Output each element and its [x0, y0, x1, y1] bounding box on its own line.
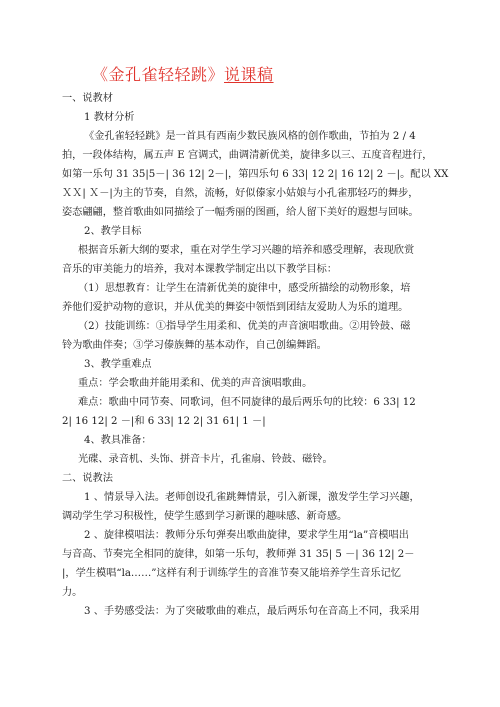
- paragraph-line: 1 、情景导入法。老师创设孔雀跳舞情景，引入新课，激发学生学习兴趣，: [84, 492, 420, 503]
- subheading-materials: 4、教具准备：: [84, 435, 152, 446]
- paragraph-line: 重点：学会歌曲并能用柔和、优美的声音演唱歌曲。: [78, 378, 313, 389]
- paragraph-line: 与音高、节奏完全相同的旋律，如第一乐句，教师弹 31 35| 5 －| 36 12| 2－: [62, 549, 415, 560]
- section-heading-methods: 二、说教法: [62, 473, 113, 484]
- paragraph-line: 调动学生学习积极性，使学生感到学习新课的趣味感、新奇感。: [62, 511, 348, 522]
- section-heading-textbook: 一、说教材: [62, 93, 113, 104]
- paragraph-line: 拍，一段体结构，属五声 E 宫调式，曲调清新优美，旋律多以三、五度音程进行，: [62, 150, 433, 161]
- paragraph-line: |，学生模唱“la……”这样有利于训练学生的音准节奏又能培养学生音乐记忆: [62, 568, 401, 579]
- paragraph-line: 难点：歌曲中同节奏、同歌词，但不同旋律的最后两乐句的比较：6 33| 12: [78, 397, 416, 408]
- paragraph-line: （2）技能训练：①指导学生用柔和、优美的声音演唱歌曲。②用铃鼓、磁: [78, 321, 411, 332]
- paragraph-line: 《金孔雀轻轻跳》是一首具有西南少数民族风格的创作歌曲，节拍为 2 / 4: [84, 131, 416, 142]
- paragraph-line: 2| 16 12| 2 －|和 6 33| 12 2| 31 61| 1 －|: [62, 416, 266, 427]
- paragraph-line: 姿态翩翩，整首歌曲如同描绘了一幅秀丽的图画，给人留下美好的遐想与回味。: [62, 207, 419, 218]
- paragraph-line: 力。: [62, 587, 83, 598]
- document-title: [92, 62, 274, 85]
- paragraph-line: 养他们爱护动物的意识，并从优美的舞姿中领悟到团结友爱助人为乐的道理。: [62, 302, 409, 313]
- paragraph-line: （1）思想教育：让学生在清新优美的旋律中，感受所描绘的动物形象，培: [78, 283, 411, 294]
- subheading-goals: 2、教学目标: [84, 226, 142, 237]
- paragraph-line: 音乐的审美能力的培养，我对本课教学制定出以下教学目标：: [62, 264, 338, 275]
- subheading-analysis: 1 教材分析: [84, 112, 135, 123]
- paragraph-line: 3 、手势感受法：为了突破歌曲的难点，最后两乐句在音高上不同，我采用: [84, 606, 420, 617]
- paragraph-line: ＸＸ| Ｘ－|为主的节奏，自然，流畅，好似傣家小姑娘与小孔雀那轻巧的舞步，: [62, 188, 419, 199]
- paragraph-line: 光碟、录音机、头饰、拼音卡片，孔雀扇、铃鼓、磁铃。: [78, 454, 333, 465]
- paragraph-line: 根据音乐新大纲的要求，重在对学生学习兴趣的培养和感受理解，表现欣赏: [78, 245, 415, 256]
- paragraph-line: 铃为歌曲伴奏；③学习傣族舞的基本动作，自己创编舞蹈。: [62, 340, 327, 351]
- subheading-key-points: 3、教学重难点: [84, 359, 152, 370]
- title-song-name: 《金孔雀轻轻跳》: [92, 65, 225, 84]
- paragraph-line: 2 、旋律模唱法：教师分乐句弹奏出歌曲旋律，要求学生用“la”音模唱出: [84, 530, 409, 541]
- title-doc-type: 说课稿: [224, 65, 274, 84]
- paragraph-line: 如第一乐句 31 35|5－| 36 12| 2－|，第四乐句 6 33| 12 2| 16 12| 2 －|。配以 XX: [62, 169, 449, 180]
